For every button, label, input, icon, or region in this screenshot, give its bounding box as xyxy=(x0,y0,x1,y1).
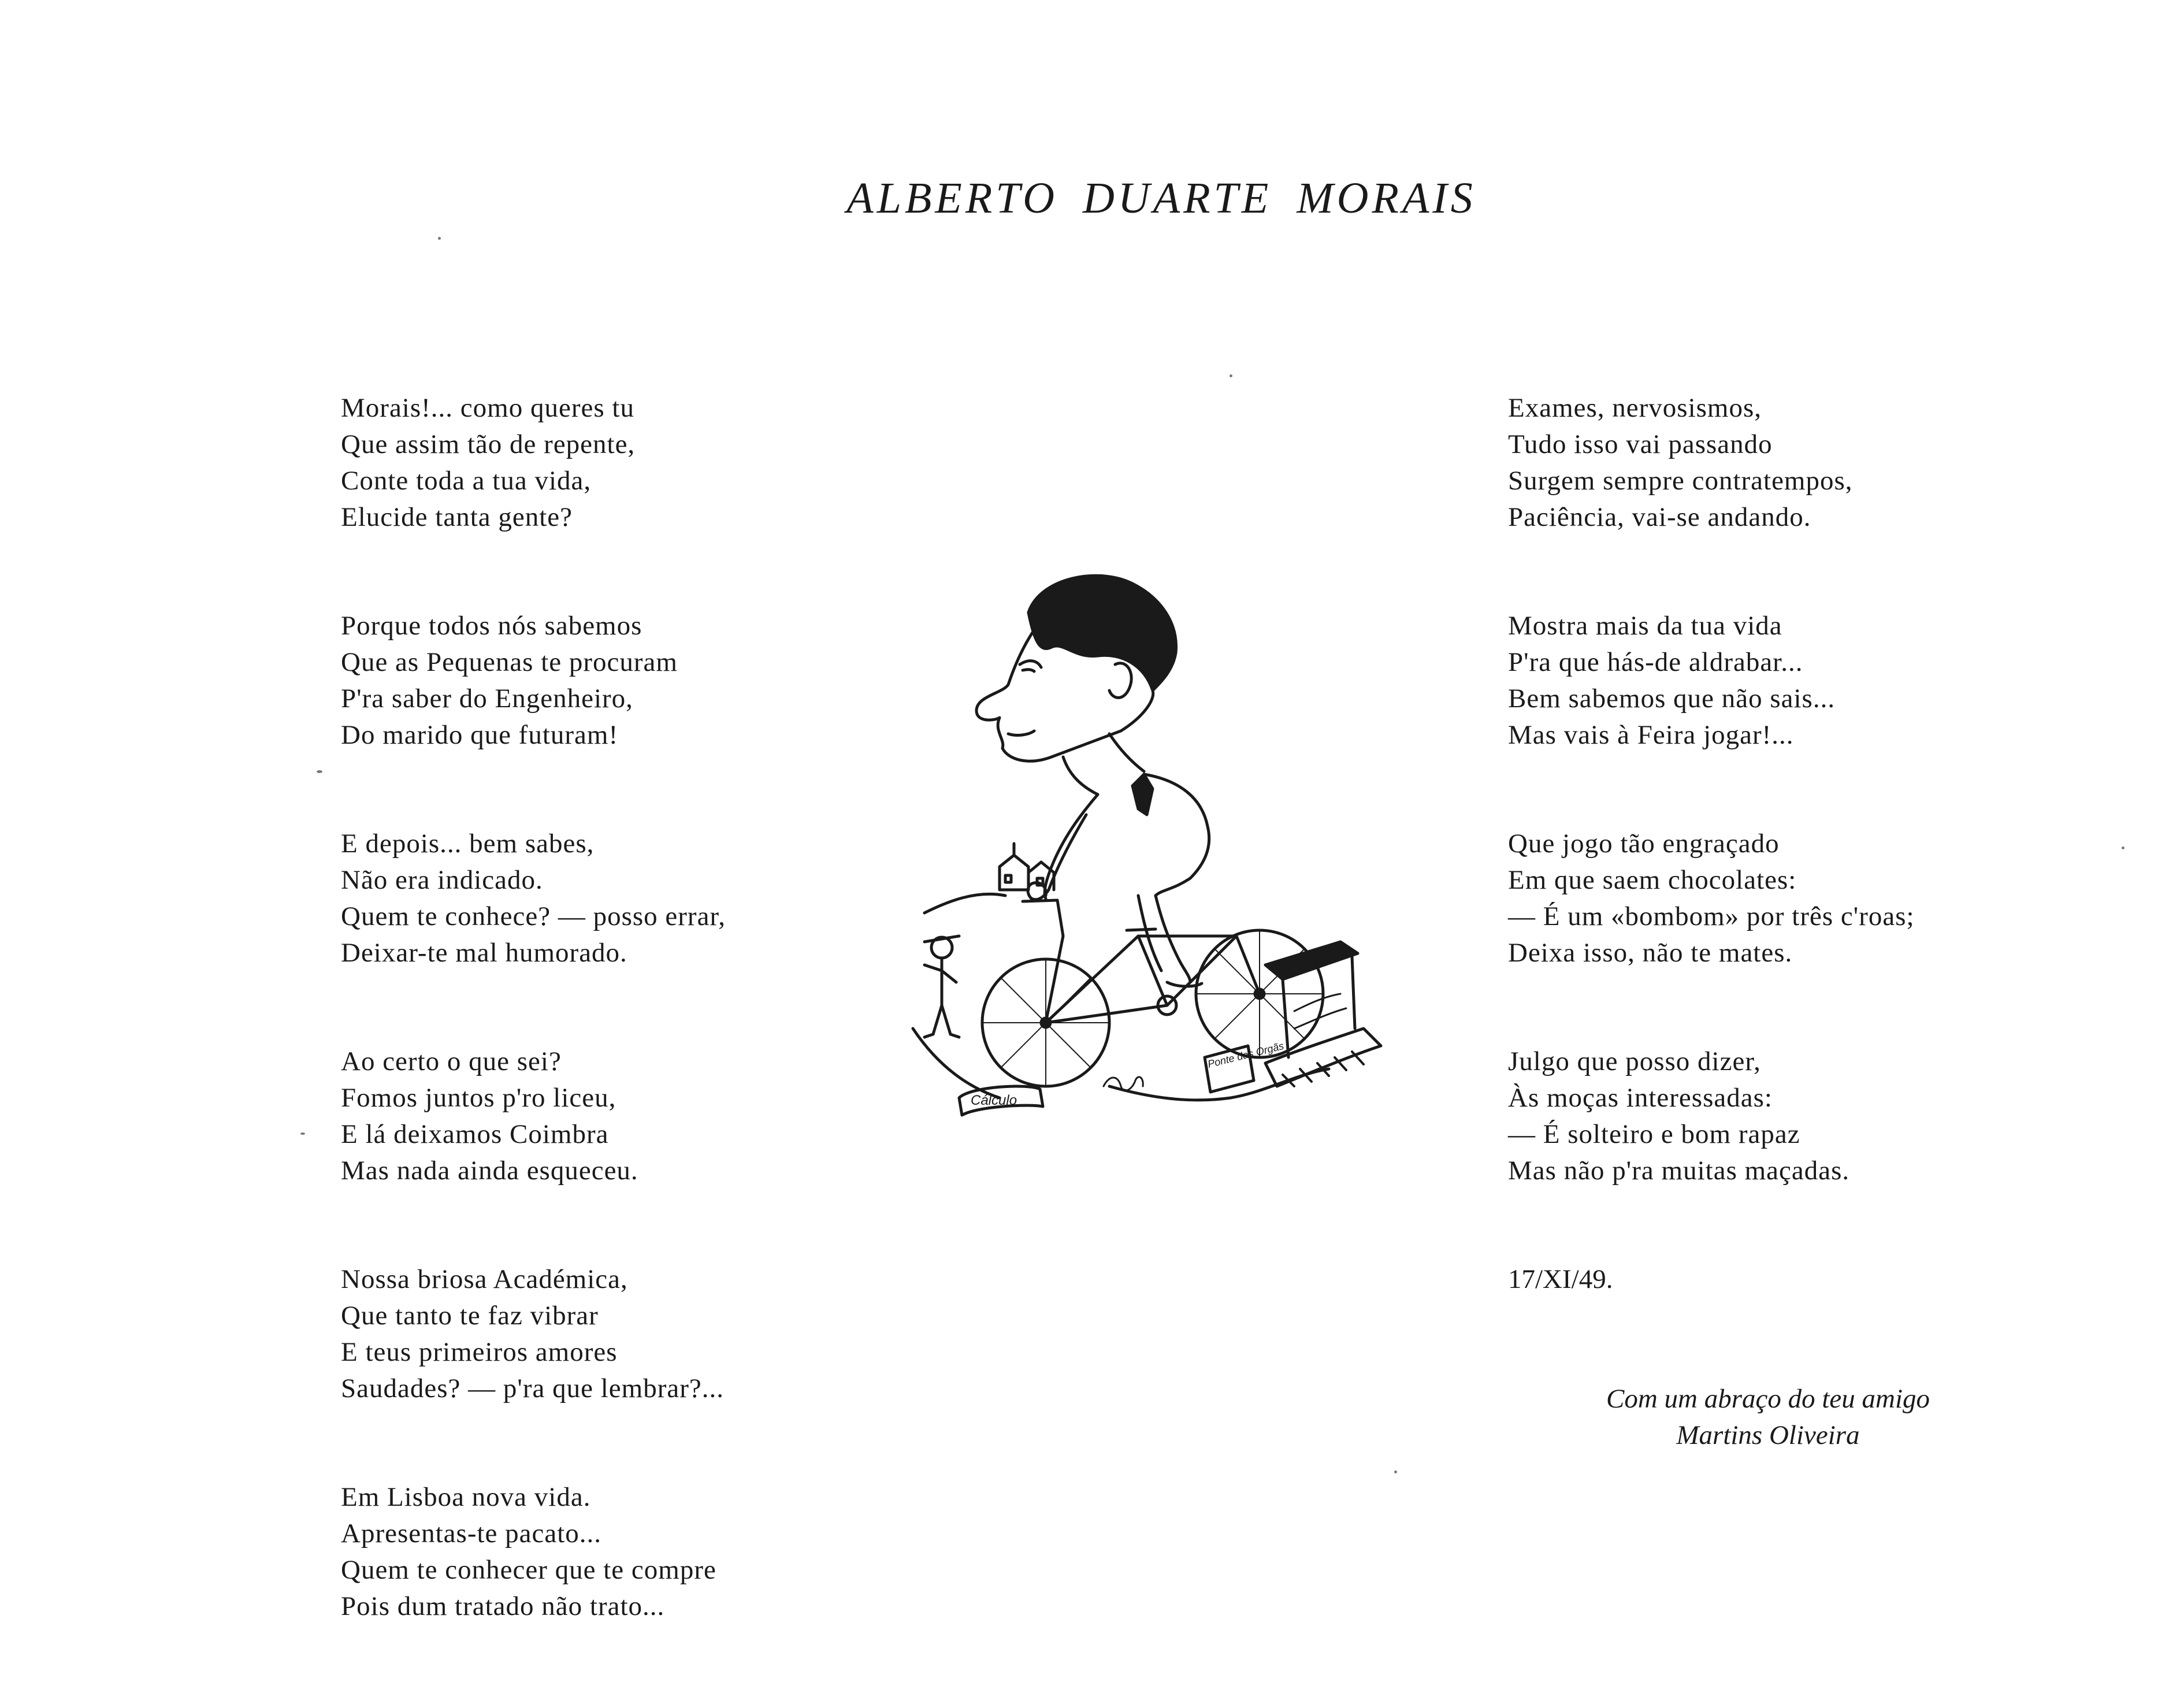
caricature-tie xyxy=(1132,774,1153,815)
verse-line: Não era indicado. xyxy=(341,865,543,895)
caricature-illustration xyxy=(890,566,1410,1156)
page-title: ALBERTO DUARTE MORAIS xyxy=(846,174,1476,222)
stanza xyxy=(1508,826,2028,971)
verse-line: Porque todos nós sabemos xyxy=(341,611,642,641)
verse-line: Às moças interessadas: xyxy=(1508,1083,1773,1113)
verse-line: Mas vais à Feira jogar!... xyxy=(1508,720,1794,750)
caricature-ear xyxy=(1109,663,1131,698)
verse-line: Fomos juntos p'ro liceu, xyxy=(341,1083,616,1113)
signature-author: Martins Oliveira xyxy=(1676,1420,1860,1450)
verse-line: Surgem sempre contratempos, xyxy=(1508,466,1853,496)
verse-line: Mostra mais da tua vida xyxy=(1508,611,1782,641)
verse-line: Ao certo o que sei? xyxy=(341,1046,562,1076)
scan-speck xyxy=(1230,374,1232,377)
verse-line: Exames, nervosismos, xyxy=(1508,393,1762,423)
verse-line: Bem sabemos que não sais... xyxy=(1508,684,1836,714)
verse-line: — É solteiro e bom rapaz xyxy=(1508,1119,1800,1149)
verse-line: Do marido que futuram! xyxy=(341,720,619,750)
verse-line: Nossa briosa Académica, xyxy=(341,1264,628,1294)
signature-block xyxy=(1479,1381,2057,1454)
stanza xyxy=(341,1479,861,1625)
sign-post xyxy=(1205,1040,1285,1092)
stanza xyxy=(341,390,861,536)
stanza xyxy=(1508,390,2028,536)
verse-line: Pois dum tratado não trato... xyxy=(341,1591,665,1621)
verse-line: E lá deixamos Coimbra xyxy=(341,1119,609,1149)
scan-speck xyxy=(438,237,441,240)
book-calculo xyxy=(959,1086,1043,1115)
poem-left-column xyxy=(341,390,861,1697)
verse-line: Apresentas-te pacato... xyxy=(341,1518,602,1549)
stanza xyxy=(341,608,861,753)
verse-line: P'ra saber do Engenheiro, xyxy=(341,684,633,714)
caricature-hair xyxy=(1028,575,1176,690)
poem-right-column xyxy=(1508,390,2028,1298)
book-label: Cálculo xyxy=(971,1093,1017,1108)
verse-line: Julgo que posso dizer, xyxy=(1508,1046,1761,1076)
verse-line: Que as Pequenas te procuram xyxy=(341,647,678,677)
verse-line: Que tanto te faz vibrar xyxy=(341,1301,599,1331)
verse-line: Quem te conhecer que te compre xyxy=(341,1555,716,1585)
verse-line: E teus primeiros amores xyxy=(341,1337,618,1367)
caricature-eye xyxy=(1020,661,1041,667)
stanza xyxy=(341,826,861,971)
verse-line: P'ra que hás-de aldrabar... xyxy=(1508,647,1803,677)
scan-speck xyxy=(300,1132,305,1135)
verse-line: Mas não p'ra muitas maçadas. xyxy=(1508,1156,1850,1186)
verse-line: — É um «bombom» por três c'roas; xyxy=(1508,901,1915,931)
verse-line: Saudades? — p'ra que lembrar?... xyxy=(341,1373,724,1403)
scan-speck xyxy=(317,770,322,773)
verse-line: Conte toda a tua vida, xyxy=(341,466,592,496)
shelter-structure xyxy=(1265,942,1381,1086)
verse-line: Que jogo tão engraçado xyxy=(1508,829,1780,859)
stanza xyxy=(341,1044,861,1189)
stanza xyxy=(1508,1044,2028,1189)
signature-dedication: Com um abraço do teu amigo xyxy=(1606,1384,1930,1414)
verse-line: Quem te conhece? — posso errar, xyxy=(341,901,726,931)
verse-line: Em que saem chocolates: xyxy=(1508,865,1797,895)
verse-line: Que assim tão de repente, xyxy=(341,429,636,459)
verse-line: Deixar-te mal humorado. xyxy=(341,938,627,968)
sign-label: Ponte das Orgãs xyxy=(1206,1039,1286,1070)
ground-line xyxy=(913,894,1329,1100)
poem-date: 17/XI/49. xyxy=(1508,1264,1613,1294)
verse-line: E depois... bem sabes, xyxy=(341,829,595,859)
verse-line: Em Lisboa nova vida. xyxy=(341,1482,591,1512)
verse-line: Elucide tanta gente? xyxy=(341,502,573,532)
verse-line: Tudo isso vai passando xyxy=(1508,429,1773,459)
scan-speck xyxy=(2122,846,2124,849)
stanza xyxy=(1508,608,2028,753)
verse-line: Mas nada ainda esqueceu. xyxy=(341,1156,638,1186)
verse-line: Morais!... como queres tu xyxy=(341,393,634,423)
caricature-body xyxy=(1045,774,1209,898)
small-figure xyxy=(924,936,959,1037)
verse-line: Paciência, vai-se andando. xyxy=(1508,502,1811,532)
stanza xyxy=(341,1261,861,1407)
verse-line: Deixa isso, não te mates. xyxy=(1508,938,1793,968)
scan-speck xyxy=(1394,1471,1397,1473)
